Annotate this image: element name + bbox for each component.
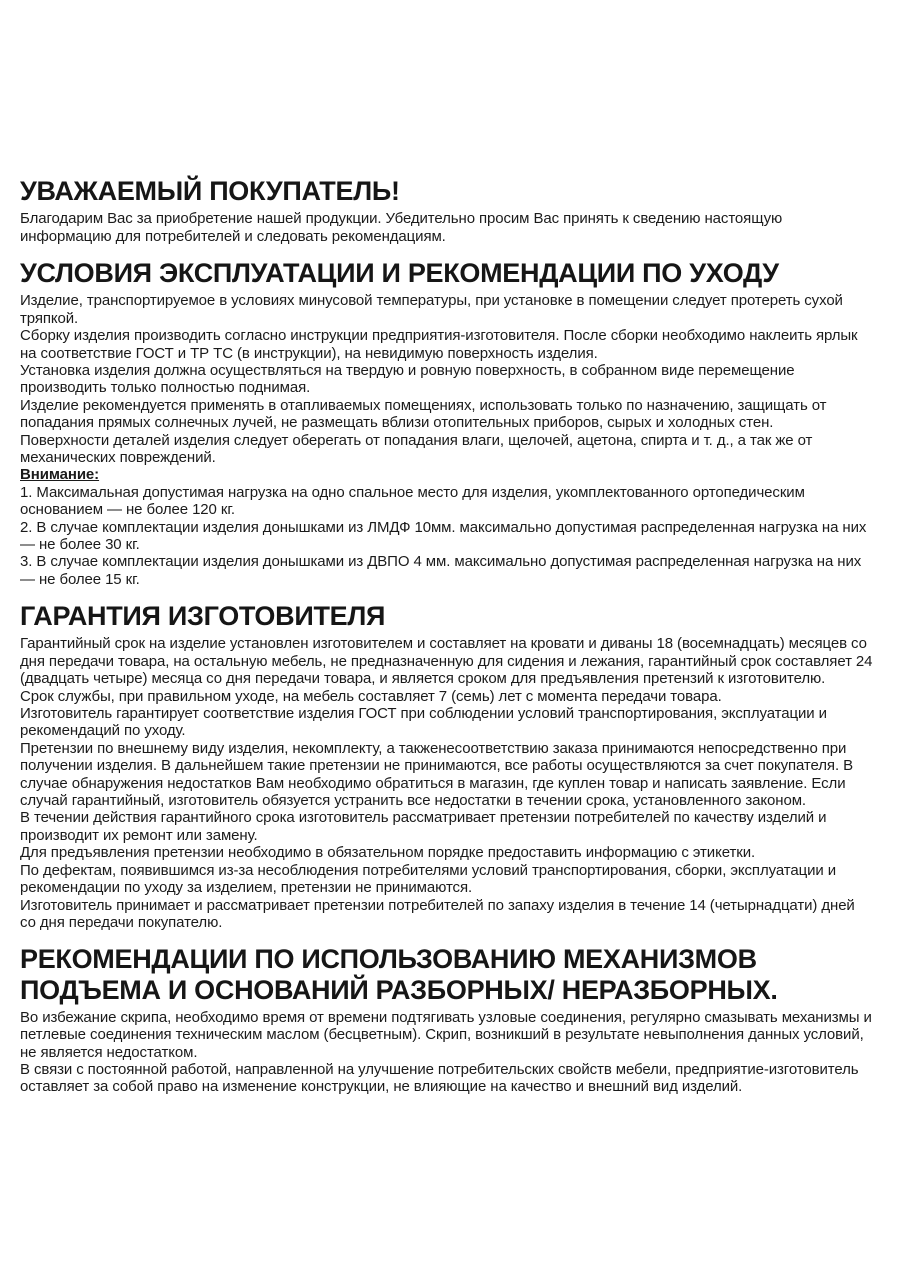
- paragraph: Поверхности деталей изделия следует оберегать от попадания влаги, щелочей, ацетона, спирта и т. д., а так же от механических повреждений.: [20, 431, 813, 466]
- section-heading-greeting: УВАЖАЕМЫЙ ПОКУПАТЕЛЬ!: [20, 176, 400, 206]
- section-heading-lift-mechanisms: РЕКОМЕНДАЦИИ ПО ИСПОЛЬЗОВАНИЮ МЕХАНИЗМОВ ПОДЪЕМА И ОСНОВАНИЙ РАЗБОРНЫХ/ НЕРАЗБОРНЫХ.: [20, 944, 778, 1005]
- section-body: [20, 210, 874, 245]
- paragraph: Изготовитель гарантирует соответствие изделия ГОСТ при соблюдении условий транспортирования, эксплуатации и рекомендаций по уходу.: [20, 705, 827, 740]
- section-lift-mechanisms: [20, 944, 874, 1096]
- section-greeting: [20, 176, 874, 245]
- paragraph: Благодарим Вас за приобретение нашей продукции. Убедительно просим Вас принять к сведению настоящую информацию для потребителей и следовать рекомендациям.: [20, 210, 783, 245]
- paragraph: Срок службы, при правильном уходе, на мебель составляет 7 (семь) лет с момента передачи товара.: [20, 687, 722, 705]
- section-body: [20, 292, 874, 588]
- section-heading-operating-conditions: УСЛОВИЯ ЭКСПЛУАТАЦИИ И РЕКОМЕНДАЦИИ ПО УХОДУ: [20, 258, 779, 289]
- paragraph: В течении действия гарантийного срока изготовитель рассматривает претензии потребителей по качеству изделий и производит их ремонт или замену.: [20, 809, 827, 844]
- attention-label: Внимание:: [20, 466, 100, 484]
- paragraph: Для предъявления претензии необходимо в обязательном порядке предоставить информацию с этикетки.: [20, 844, 756, 862]
- section-warranty: [20, 601, 874, 931]
- paragraph: Изготовитель принимает и рассматривает претензии потребителей по запаху изделия в течение 14 (четырнадцати) дней со дня передачи покупателю.: [20, 896, 855, 931]
- section-body: [20, 635, 874, 931]
- paragraph: Претензии по внешнему виду изделия, некомплекту, а такженесоответствию заказа принимаются непосредственно при получении изделия. В дальнейшем такие претензии не принимаются, все работы осуществляются за счет покупателя. В случае обнаружения недостатков Вам необходимо обратиться в магазин, где куплен товар и написать заявление. Если случай гарантийный, изготовитель обязуется устранить все недостатки в течении срока, установленного законом.: [20, 739, 853, 810]
- attention-item: 1. Максимальная допустимая нагрузка на одно спальное место для изделия, укомплектованного ортопедическим основанием — не более 120 кг.: [20, 483, 805, 519]
- section-body: [20, 1009, 874, 1096]
- paragraph: Изделие рекомендуется применять в отапливаемых помещениях, использовать только по назначению, защищать от попадания прямых солнечных лучей, не размещать вблизи отопительных приборов, сырых и холодных стен.: [20, 396, 827, 432]
- paragraph: По дефектам, появившимся из-за несоблюдения потребителями условий транспортирования, сборки, эксплуатации и рекомендации по уходу за изделием, претензии не принимаются.: [20, 861, 836, 897]
- paragraph: Установка изделия должна осуществляться на твердую и ровную поверхность, в собранном виде перемещение производить только полностью поднимая.: [20, 361, 795, 397]
- paragraph: Гарантийный срок на изделие установлен изготовителем и составляет на кровати и диваны 18 (восемнадцать) месяцев со дня передачи товара, на остальную мебель, не предназначенную для сидения и лежания, гарантийный срок составляет 24 (двадцать четыре) месяца со дня передачи товара, и является сроком для предъявления претензий к изготовителю.: [20, 635, 873, 688]
- paragraph: Сборку изделия производить согласно инструкции предприятия-изготовителя. После сборки необходимо наклеить ярлык на соответствие ГОСТ и ТР ТС (в инструкции), на невидимую поверхность изделия.: [20, 327, 858, 362]
- paragraph: Изделие, транспортируемое в условиях минусовой температуры, при установке в помещении следует протереть сухой тряпкой.: [20, 292, 843, 327]
- attention-item: 3. В случае комплектации изделия донышками из ДВПО 4 мм. максимально допустимая распределенная нагрузка на них — не более 15 кг.: [20, 553, 862, 588]
- section-heading-warranty: ГАРАНТИЯ ИЗГОТОВИТЕЛЯ: [20, 601, 386, 632]
- attention-item: 2. В случае комплектации изделия донышками из ЛМДФ 10мм. максимально допустимая распределенная нагрузка на них — не более 30 кг.: [20, 518, 867, 553]
- paragraph: Во избежание скрипа, необходимо время от времени подтягивать узловые соединения, регулярно смазывать механизмы и петлевые соединения техническим маслом (бесцветным). Скрип, возникший в результате невыполнения данных условий, не является недостатком.: [20, 1008, 872, 1061]
- section-operating-conditions: [20, 258, 874, 588]
- paragraph: В связи с постоянной работой, направленной на улучшение потребительских свойств мебели, предприятие-изготовитель оставляет за собой право на изменение конструкции, не влияющие на качество и внешний вид изделий.: [20, 1061, 859, 1096]
